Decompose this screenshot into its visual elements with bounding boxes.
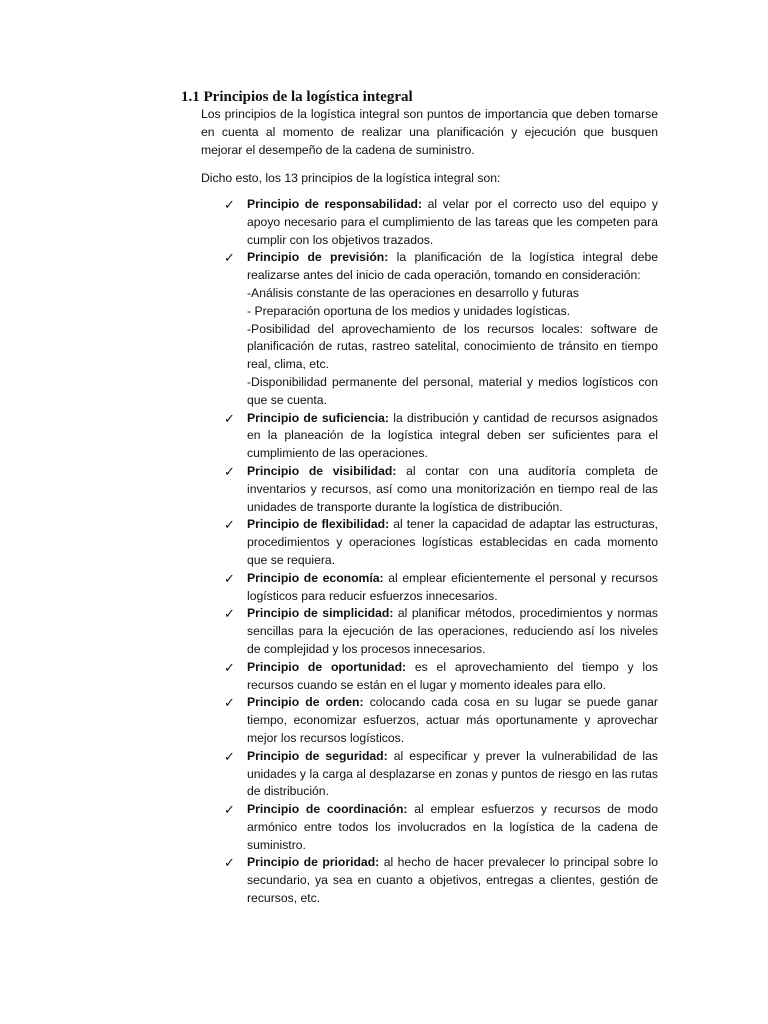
principle-text: al especificar y prever la vulnerabilidad de las unidades y la carga al desplazarse en zonas y puntos de riesgo en las rutas de distribución. [247, 748, 658, 799]
principle-text: al hecho de hacer prevalecer lo principal sobre lo secundario, ya sea en cuanto a objetivos, entregas a clientes, gestión de recursos, etc. [247, 855, 658, 906]
principle-name: Principio de seguridad: [247, 748, 388, 763]
principle-item [224, 249, 658, 409]
principle-name: Principio de flexibilidad: [247, 517, 390, 532]
principle-item [224, 463, 658, 516]
lead-paragraph: Dicho esto, los 13 principios de la logística integral son: [201, 171, 501, 185]
principle-sub-point: - Preparación oportuna de los medios y unidades logísticas. [247, 303, 571, 318]
checkmark-icon: ✓ [224, 802, 235, 818]
principle-item [224, 659, 658, 695]
principle-text: al velar por el correcto uso del equipo y apoyo necesario para el cumplimiento de las tareas que les competen para cumplir con los objetivos trazados. [247, 197, 658, 247]
principle-name: Principio de prioridad: [247, 855, 380, 870]
intro-paragraph: Los principios de la logística integral son puntos de importancia que deben tomarse en cuenta al momento de realizar una planificación y ejecución que busquen mejorar el desempeño de la cadena de suministro. [201, 107, 658, 157]
principle-name: Principio de economía: [247, 570, 384, 585]
principle-item [224, 570, 658, 606]
checkmark-icon: ✓ [224, 197, 235, 212]
checkmark-icon: ✓ [224, 517, 235, 533]
checkmark-icon: ✓ [224, 250, 235, 266]
principle-item [224, 694, 658, 747]
principle-text: colocando cada cosa en su lugar se puede ganar tiempo, economizar esfuerzos, actuar más oportunamente y aprovechar mejor los recursos logísticos. [247, 695, 658, 745]
checkmark-icon: ✓ [224, 748, 235, 764]
principle-text: la planificación de la logística integral debe realizarse antes del inicio de cada operación, tomando en consideración: [247, 250, 659, 283]
principle-name: Principio de simplicidad: [247, 606, 394, 621]
principle-name: Principio de coordinación: [247, 802, 408, 817]
principle-text: la distribución y cantidad de recursos asignados en la planeación de la logística integral deben ser suficientes para el cumplimiento de las operaciones. [247, 410, 658, 461]
principle-item [224, 748, 658, 801]
principle-sub-point: -Análisis constante de las operaciones en desarrollo y futuras [247, 285, 579, 300]
principle-item [224, 854, 658, 907]
principle-text: es el aprovechamiento del tiempo y los recursos cuando se están en el lugar y momento ideales para ello. [247, 659, 659, 692]
principle-item [224, 516, 658, 569]
principle-sub-point: -Disponibilidad permanente del personal, material y medios logísticos con que se cuenta. [247, 374, 658, 407]
principle-text: al contar con una auditoría completa de inventarios y recursos, así como una monitorización en tiempo real de las unidades de transporte durante la logística de distribución. [247, 463, 658, 514]
principle-name: Principio de visibilidad: [247, 463, 397, 478]
principle-item [224, 410, 658, 463]
checkmark-icon: ✓ [224, 410, 235, 426]
principle-name: Principio de suficiencia: [247, 410, 389, 425]
checkmark-icon: ✓ [224, 659, 235, 675]
checkmark-icon: ✓ [224, 855, 235, 871]
principle-text: al emplear eficientemente el personal y recursos logísticos para reducir esfuerzos innecesarios. [247, 570, 658, 603]
principle-text: al planificar métodos, procedimientos y normas sencillas para la ejecución de las operaciones, reduciendo así los niveles de complejidad y los procesos innecesarios. [247, 606, 659, 656]
principle-item [224, 801, 658, 854]
checkmark-icon: ✓ [224, 695, 235, 711]
principle-item [224, 196, 658, 249]
principle-text: al emplear esfuerzos y recursos de modo armónico entre todos los involucrados en la logística de la cadena de suministro. [247, 802, 659, 852]
principle-text: al tener la capacidad de adaptar las estructuras, procedimientos y operaciones logísticas establecidas en cada momento que se requiera. [247, 517, 658, 567]
checkmark-icon: ✓ [224, 463, 235, 479]
principle-name: Principio de orden: [247, 695, 364, 710]
checkmark-icon: ✓ [224, 570, 235, 586]
principles-list [224, 196, 658, 908]
principle-item [224, 605, 658, 658]
principle-name: Principio de oportunidad: [247, 659, 407, 674]
principle-name: Principio de previsión: [247, 250, 389, 265]
section-heading: 1.1 Principios de la logística integral [181, 89, 413, 105]
checkmark-icon: ✓ [224, 606, 235, 622]
principle-sub-point: -Posibilidad del aprovechamiento de los recursos locales: software de planificación de rutas, rastreo satelital, conocimiento de tránsito en tiempo real, clima, etc. [247, 321, 658, 372]
principle-name: Principio de responsabilidad: [247, 197, 423, 211]
